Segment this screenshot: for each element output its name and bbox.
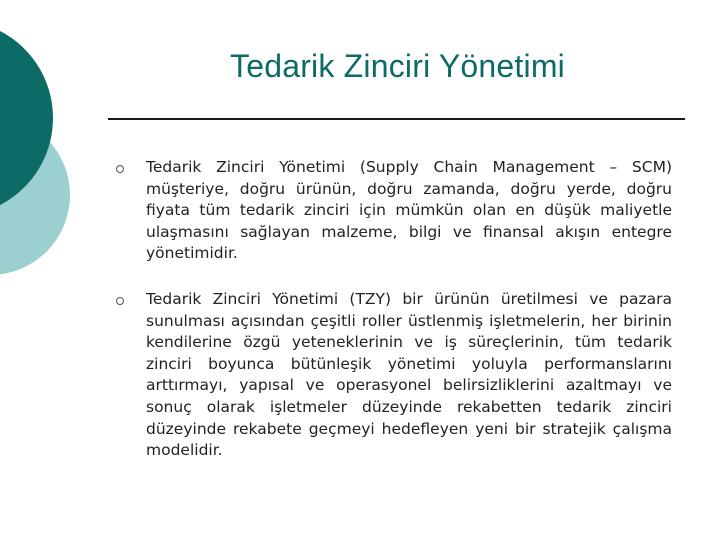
bullet-item-1 bbox=[112, 157, 672, 265]
bullet-text-1: Tedarik Zinciri Yönetimi (Supply Chain Management – SCM) müşteriye, doğru ürünün, doğru zamanda, doğru yerde, doğru fiyata tüm tedarik zinciri için mümkün olan en düşük maliyetle ulaşmasını sağlayan malzeme, bilgi ve finansal akışın entegre yönetimidir. bbox=[146, 158, 672, 263]
bullet-item-2 bbox=[112, 289, 672, 462]
title-divider bbox=[108, 118, 685, 120]
bullet-circle-icon bbox=[116, 165, 124, 173]
decorative-circles bbox=[0, 0, 120, 320]
bullet-circle-icon bbox=[116, 297, 124, 305]
bullet-list bbox=[112, 157, 672, 486]
bullet-text-2: Tedarik Zinciri Yönetimi (TZY) bir ürünün üretilmesi ve pazara sunulması açısından çeşitli roller üstlenmiş işletmelerin, her birinin kendilerine özgü yeteneklerinin ve iş süreçlerinin, tüm tedarik zinciri boyunca bütünleşik yönetimi yoluyla performanslarını arttırmayı, yapısal ve operasyonel belirsizliklerini azaltmayı ve sonuç olarak işletmeler düzeyinde rekabetten tedarik zinciri düzeyinde rekabete geçmeyi hedefleyen yeni bir stratejik çalışma modelidir. bbox=[146, 289, 672, 460]
slide-title: Tedarik Zinciri Yönetimi bbox=[230, 48, 565, 84]
